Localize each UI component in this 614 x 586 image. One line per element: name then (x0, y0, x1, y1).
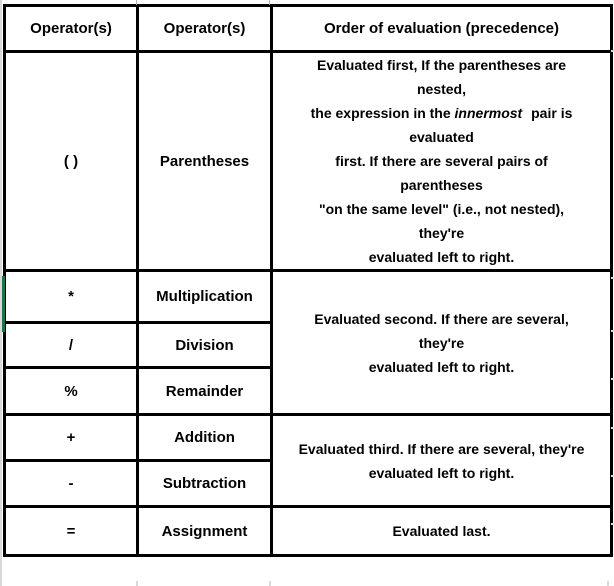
header-operator-names[interactable]: Operator(s) (138, 6, 272, 52)
description-line: Evaluated third. If there are several, they're (298, 440, 585, 457)
cell-parentheses-name[interactable]: Parentheses (138, 52, 272, 271)
cell-assignment-name[interactable]: Assignment (138, 507, 272, 556)
selection-border (2, 276, 5, 332)
cell-multiplication-name[interactable]: Multiplication (138, 271, 272, 323)
top-gridline-stub (269, 0, 270, 5)
cell-assignment-symbol[interactable]: = (5, 507, 138, 556)
cell-division-name[interactable]: Division (138, 323, 272, 368)
description-line: evaluated (409, 129, 474, 145)
description-line: "on the same level" (i.e., not nested), (318, 201, 565, 217)
description-line: they're (418, 334, 465, 351)
cell-last-description[interactable] (272, 507, 612, 556)
operator-precedence-table (3, 4, 613, 557)
cell-parentheses-symbol[interactable]: ( ) (5, 52, 138, 271)
header-operator-symbols[interactable]: Operator(s) (5, 6, 138, 52)
description-line: first. If there are several pairs of (335, 153, 548, 169)
cell-parentheses-description[interactable] (272, 52, 612, 271)
top-gridline-stub (136, 0, 137, 5)
cell-addition-name[interactable]: Addition (138, 415, 272, 461)
cell-multiplication-symbol[interactable]: * (5, 271, 138, 323)
cell-subtraction-symbol[interactable]: - (5, 461, 138, 507)
description-line-italic (275, 101, 608, 125)
cell-third-group-description[interactable] (272, 415, 612, 507)
cell-division-symbol[interactable]: / (5, 323, 138, 368)
description-text: pair is (527, 105, 573, 121)
description-line: evaluated left to right. (368, 358, 515, 375)
header-row (5, 6, 612, 52)
description-line: they're (418, 225, 465, 241)
description-line: parentheses (400, 177, 483, 193)
description-line: nested, (416, 81, 466, 97)
row-addition (5, 415, 612, 461)
cell-remainder-name[interactable]: Remainder (138, 368, 272, 415)
header-evaluation-order[interactable]: Order of evaluation (precedence) (272, 6, 612, 52)
description-line: evaluated left to right. (368, 249, 515, 265)
row-parentheses (5, 52, 612, 271)
italic-word: innermost (454, 105, 523, 121)
cell-subtraction-name[interactable]: Subtraction (138, 461, 272, 507)
bottom-gridline-stub (269, 581, 271, 586)
bottom-gridline-stub (136, 581, 138, 586)
cell-addition-symbol[interactable]: + (5, 415, 138, 461)
bottom-gridline-stub (607, 581, 609, 586)
description-line: Evaluated second. If there are several, (314, 310, 569, 327)
row-assignment (5, 507, 612, 556)
description-line: evaluated left to right. (368, 464, 515, 481)
cell-second-group-description[interactable] (272, 271, 612, 415)
description-line: Evaluated first, If the parentheses are (317, 57, 566, 73)
cell-remainder-symbol[interactable]: % (5, 368, 138, 415)
row-multiplication (5, 271, 612, 323)
description-text: the expression in the (310, 105, 455, 121)
description-line: Evaluated last. (392, 523, 491, 539)
